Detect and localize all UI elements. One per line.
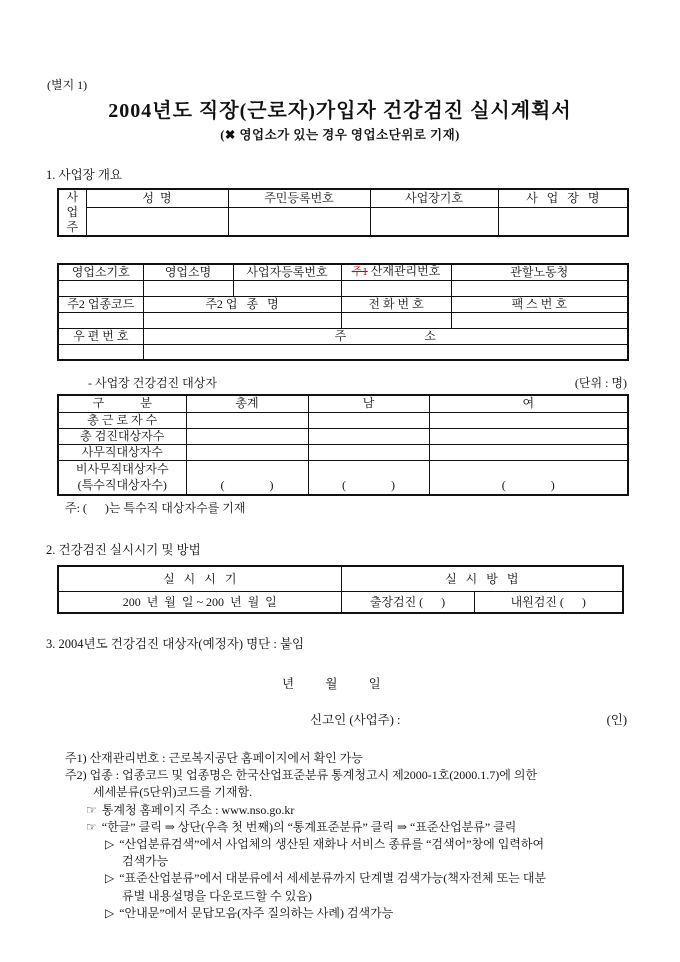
input-cell-branch-name bbox=[143, 280, 233, 296]
header-cell-branch-name: 영업소명 bbox=[143, 264, 233, 280]
header-cell-period: 실 시 시 기 bbox=[58, 566, 341, 591]
input-cell-special-total: ( ) bbox=[186, 460, 308, 495]
value-cell-visiting-exam: 출장검진 ( ) bbox=[341, 591, 474, 613]
input-cell bbox=[429, 444, 628, 460]
header-cell-business-reg-number: 사업자등록번호 bbox=[233, 264, 341, 280]
input-cell-resident-number bbox=[228, 207, 370, 236]
schedule-value-row bbox=[58, 591, 623, 613]
footnote1-marker: 주1 bbox=[351, 266, 368, 279]
document-subtitle: (✖ 영업소가 있는 경우 영업소단위로 기재) bbox=[220, 128, 460, 142]
target-table-footnote: 주: ( )는 특수직 대상자수를 기재 bbox=[65, 501, 246, 515]
value-cell-period: 200 년 월 일 ~ 200 년 월 일 bbox=[58, 591, 341, 613]
header-cell-female: 여 bbox=[429, 395, 628, 412]
footnote-website: ☞ 통계청 홈페이지 주소 : www.nso.go.kr bbox=[86, 802, 295, 817]
section2-heading: 2. 건강검진 실시시기 및 방법 bbox=[46, 543, 201, 557]
section3-heading: 3. 2004년도 건강검진 대상자(예정자) 명단 : 붙임 bbox=[46, 637, 305, 651]
header-cell-labor-office: 관할노동청 bbox=[451, 264, 628, 280]
input-cell-industrial-accident-number bbox=[341, 280, 451, 296]
input-cell bbox=[308, 444, 429, 460]
unit-label: (단위 : 명) bbox=[574, 376, 627, 390]
input-cell-phone bbox=[341, 312, 451, 328]
input-cell bbox=[429, 428, 628, 444]
business-input-row-3 bbox=[58, 344, 628, 360]
business-header-row-1 bbox=[58, 264, 628, 280]
owner-header-row bbox=[58, 189, 628, 207]
header-cell-zip-code: 우 편 번 호 bbox=[58, 328, 143, 344]
input-cell bbox=[186, 428, 308, 444]
input-cell-name bbox=[86, 207, 228, 236]
input-cell bbox=[186, 444, 308, 460]
date-line: 년 월 일 bbox=[282, 677, 381, 691]
input-cell bbox=[308, 428, 429, 444]
row-label-non-office-workers: 비사무직대상자수 (특수직대상자수) bbox=[58, 460, 186, 495]
row-label-office-workers: 사무직대상자수 bbox=[58, 444, 186, 460]
signature-row bbox=[57, 710, 627, 728]
footnote-bullet-3: ▷ “안내문”에서 문답모음(자주 질의하는 사례) 검색가능 bbox=[105, 905, 394, 920]
pointing-hand-icon: ☞ bbox=[86, 802, 97, 817]
footnote-bullet-2-line2: 류별 내용설명을 다운로드할 수 있음) bbox=[122, 888, 312, 903]
header-cell-industry-name: 주2 업 종 명 bbox=[143, 296, 341, 312]
footnote-navigation: ☞ “한글” 클릭 ⇒ 상단(우측 첫 번째)의 “통계표준분류” 클릭 ⇒ “표준산업분류” 클릭 bbox=[86, 819, 517, 834]
seal-label: (인) bbox=[606, 713, 627, 727]
owner-side-label: 사업주 bbox=[66, 190, 79, 234]
footnotes-block bbox=[50, 750, 630, 922]
input-cell bbox=[308, 412, 429, 428]
schedule-header-row bbox=[58, 566, 623, 591]
pointing-hand-icon: ☞ bbox=[86, 819, 97, 834]
input-cell-labor-office bbox=[451, 280, 628, 296]
document-title: 2004년도 직장(근로자)가입자 건강검진 실시계획서 bbox=[108, 100, 572, 122]
input-cell-industry-name bbox=[143, 312, 341, 328]
business-input-row-2 bbox=[58, 312, 628, 328]
target-table-caption-row bbox=[57, 374, 627, 391]
header-cell-male: 남 bbox=[308, 395, 429, 412]
row-label-total-examinees: 총 검진대상자수 bbox=[58, 428, 186, 444]
input-cell-zip-code bbox=[58, 344, 143, 360]
header-cell-workplace-name: 사 업 장 명 bbox=[498, 189, 628, 207]
section1-heading: 1. 사업장 개요 bbox=[46, 168, 123, 182]
footnote-1: 주1) 산재관리번호 : 근로복지공단 홈페이지에서 확인 가능 bbox=[65, 751, 363, 765]
business-input-row-1 bbox=[58, 280, 628, 296]
business-header-row-3 bbox=[58, 328, 628, 344]
header-cell-category: 구 분 bbox=[58, 395, 186, 412]
target-row-non-office-workers bbox=[58, 460, 628, 495]
input-cell-address bbox=[143, 344, 628, 360]
input-cell-special-male: ( ) bbox=[308, 460, 429, 495]
header-cell-workplace-code: 사업장기호 bbox=[370, 189, 498, 207]
row-label-total-workers: 총 근 로 자 수 bbox=[58, 412, 186, 428]
header-cell-fax: 팩 스 번 호 bbox=[451, 296, 628, 312]
footnote-bullet-1-line1: ▷ “산업분류검색”에서 사업체의 생산된 재화나 서비스 종류를 “검색어”창에 입력하여 bbox=[105, 837, 545, 852]
input-cell-special-female: ( ) bbox=[429, 460, 628, 495]
input-cell-business-reg-number bbox=[233, 280, 341, 296]
business-header-row-2 bbox=[58, 296, 628, 312]
header-cell-resident-number: 주민등록번호 bbox=[228, 189, 370, 207]
triangle-bullet-icon: ▷ bbox=[105, 871, 115, 886]
header-cell-industry-code: 주2 업종코드 bbox=[58, 296, 143, 312]
input-cell-fax bbox=[451, 312, 628, 328]
target-row-office-workers bbox=[58, 444, 628, 460]
header-cell-address: 주 소 bbox=[143, 328, 628, 344]
target-row-total-examinees bbox=[58, 428, 628, 444]
owner-table bbox=[57, 188, 629, 237]
input-cell-branch-code bbox=[58, 280, 143, 296]
footnote-bullet-1-line2: 검색가능 bbox=[122, 854, 169, 869]
value-cell-clinic-exam: 내원검진 ( ) bbox=[474, 591, 623, 613]
input-cell-workplace-code bbox=[370, 207, 498, 236]
input-cell-workplace-name bbox=[498, 207, 628, 236]
examination-target-table bbox=[57, 394, 629, 496]
header-cell-total: 총계 bbox=[186, 395, 308, 412]
header-cell-phone: 전 화 번 호 bbox=[341, 296, 451, 312]
input-cell-industry-code bbox=[58, 312, 143, 328]
attachment-label: (별지 1) bbox=[47, 78, 88, 92]
target-row-total-workers bbox=[58, 412, 628, 428]
schedule-method-table bbox=[57, 565, 624, 614]
triangle-bullet-icon: ▷ bbox=[105, 905, 115, 920]
footnote-bullet-2-line1: ▷ “표준산업분류”에서 대분류에서 세세분류까지 단계별 검색가능(책자전체 또는 대분 bbox=[105, 871, 547, 886]
owner-side-label-cell bbox=[58, 189, 86, 236]
header-cell-method: 실 시 방 법 bbox=[341, 566, 623, 591]
business-info-table bbox=[57, 263, 629, 361]
input-cell bbox=[186, 412, 308, 428]
owner-input-row bbox=[58, 207, 628, 236]
declarant-label: 신고인 (사업주) : bbox=[310, 713, 401, 727]
header-cell-branch-code: 영업소기호 bbox=[58, 264, 143, 280]
header-cell-name: 성 명 bbox=[86, 189, 228, 207]
footnote-2-line1: 주2) 업종 : 업종코드 및 업종명은 한국산업표준분류 통계청고시 제2000-1호(2000.1.7)에 의한 bbox=[65, 768, 538, 783]
target-header-row bbox=[58, 395, 628, 412]
target-subheading: - 사업장 건강검진 대상자 bbox=[88, 376, 217, 390]
header-cell-industrial-accident-number: 주1 산재관리번호 bbox=[341, 264, 451, 280]
input-cell bbox=[429, 412, 628, 428]
footnote-2-line2: 세세분류(5단위)코드를 기재함. bbox=[93, 785, 253, 800]
triangle-bullet-icon: ▷ bbox=[105, 837, 115, 852]
